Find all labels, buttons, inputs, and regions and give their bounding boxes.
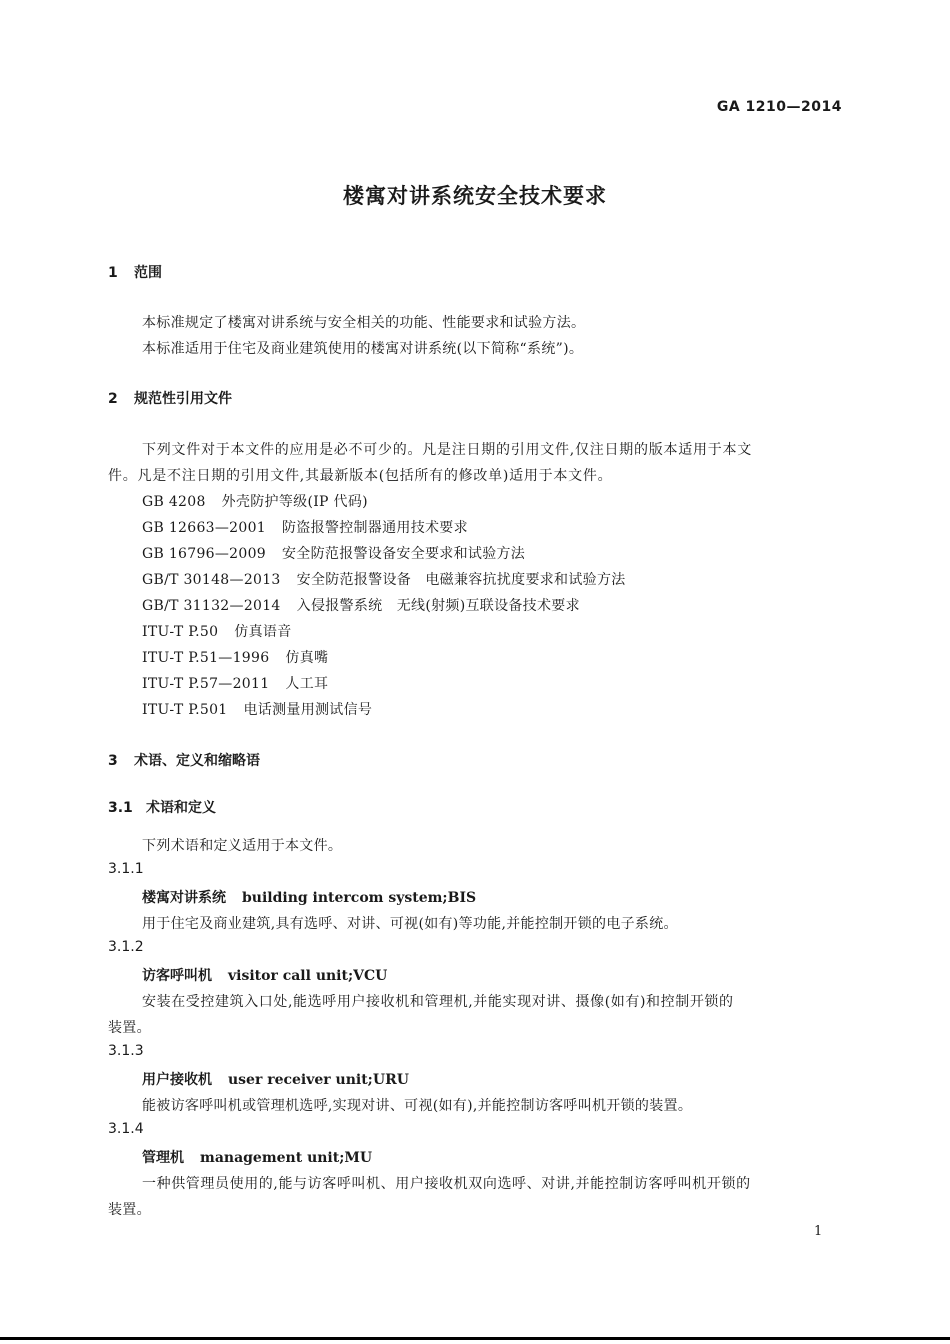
reference-item [142,673,328,693]
reference-code: ITU-T P.51—1996 [142,650,270,666]
term-definition: 装置。 [108,1020,151,1036]
paragraph-line: 下列文件对于本文件的应用是必不可少的。凡是注日期的引用文件,仅注日期的版本适用于本文 [142,442,752,458]
reference-item [142,491,368,511]
term-definition: 安装在受控建筑入口处,能选呼用户接收机和管理机,并能实现对讲、摄像(如有)和控制开锁的 [142,994,734,1010]
reference-title: 入侵报警系统 无线(射频)互联设备技术要求 [296,598,580,614]
reference-title: 安全防范报警设备 电磁兼容抗扰度要求和试验方法 [296,572,626,588]
reference-code: GB/T 30148—2013 [142,572,281,588]
term-en: management unit;MU [200,1150,373,1166]
reference-title: 仿真嘴 [285,650,329,666]
reference-code: GB/T 31132—2014 [142,598,281,614]
reference-code: ITU-T P.50 [142,624,219,640]
reference-title: 防盗报警控制器通用技术要求 [282,520,468,536]
term-heading [142,965,387,985]
reference-code: GB 16796—2009 [142,546,266,562]
term-definition: 一种供管理员使用的,能与访客呼叫机、用户接收机双向选呼、对讲,并能控制访客呼叫机开锁的 [142,1176,751,1192]
term-number: 3.1.2 [108,939,144,955]
reference-code: GB 4208 [142,494,206,510]
reference-title: 人工耳 [285,676,329,692]
section-2-heading [108,388,232,408]
reference-item [142,569,626,589]
term-number: 3.1.4 [108,1121,144,1137]
reference-item [142,595,580,615]
term-definition: 装置。 [108,1202,151,1218]
term-en: building intercom system;BIS [242,890,477,906]
reference-item [142,517,468,537]
subsection-number: 3.1 [108,800,133,816]
reference-code: ITU-T P.57—2011 [142,676,270,692]
term-heading [142,887,476,907]
reference-item [142,699,372,719]
term-en: visitor call unit;VCU [228,968,388,984]
section-number: 1 [108,265,118,281]
reference-item [142,621,292,641]
term-definition: 用于住宅及商业建筑,具有选呼、对讲、可视(如有)等功能,并能控制开锁的电子系统。 [142,916,678,932]
term-heading [142,1069,409,1089]
reference-title: 安全防范报警设备安全要求和试验方法 [282,546,526,562]
section-number: 2 [108,391,118,407]
term-number: 3.1.3 [108,1043,144,1059]
section-3-heading [108,750,260,770]
page-bottom-rule [0,1337,950,1340]
section-title: 规范性引用文件 [134,391,232,407]
term-zh: 用户接收机 [142,1072,212,1088]
section-title: 范围 [134,265,162,281]
page-number: 1 [814,1224,823,1239]
section-number: 3 [108,753,118,769]
standard-number: GA 1210—2014 [716,99,842,115]
reference-title: 电话测量用测试信号 [243,702,373,718]
document-title: 楼寓对讲系统安全技术要求 [343,184,607,208]
term-en: user receiver unit;URU [228,1072,409,1088]
reference-code: GB 12663—2001 [142,520,266,536]
paragraph: 本标准规定了楼寓对讲系统与安全相关的功能、性能要求和试验方法。 [142,315,586,331]
reference-title: 外壳防护等级(IP 代码) [221,494,368,510]
section-1-heading [108,262,162,282]
term-definition: 能被访客呼叫机或管理机选呼,实现对讲、可视(如有),并能控制访客呼叫机开锁的装置。 [142,1098,693,1114]
paragraph: 本标准适用于住宅及商业建筑使用的楼寓对讲系统(以下简称“系统”)。 [142,341,584,357]
reference-code: ITU-T P.501 [142,702,228,718]
subsection-title: 术语和定义 [146,800,216,816]
reference-item [142,543,525,563]
term-zh: 楼寓对讲系统 [142,890,226,906]
section-title: 术语、定义和缩略语 [134,753,260,769]
subsection-3-1-heading [108,797,216,817]
reference-title: 仿真语音 [234,624,292,640]
paragraph-line: 件。凡是不注日期的引用文件,其最新版本(包括所有的修改单)适用于本文件。 [108,468,613,484]
paragraph: 下列术语和定义适用于本文件。 [142,838,343,854]
term-zh: 管理机 [142,1150,184,1166]
term-number: 3.1.1 [108,861,144,877]
term-zh: 访客呼叫机 [142,968,212,984]
term-heading [142,1147,372,1167]
reference-item [142,647,328,667]
